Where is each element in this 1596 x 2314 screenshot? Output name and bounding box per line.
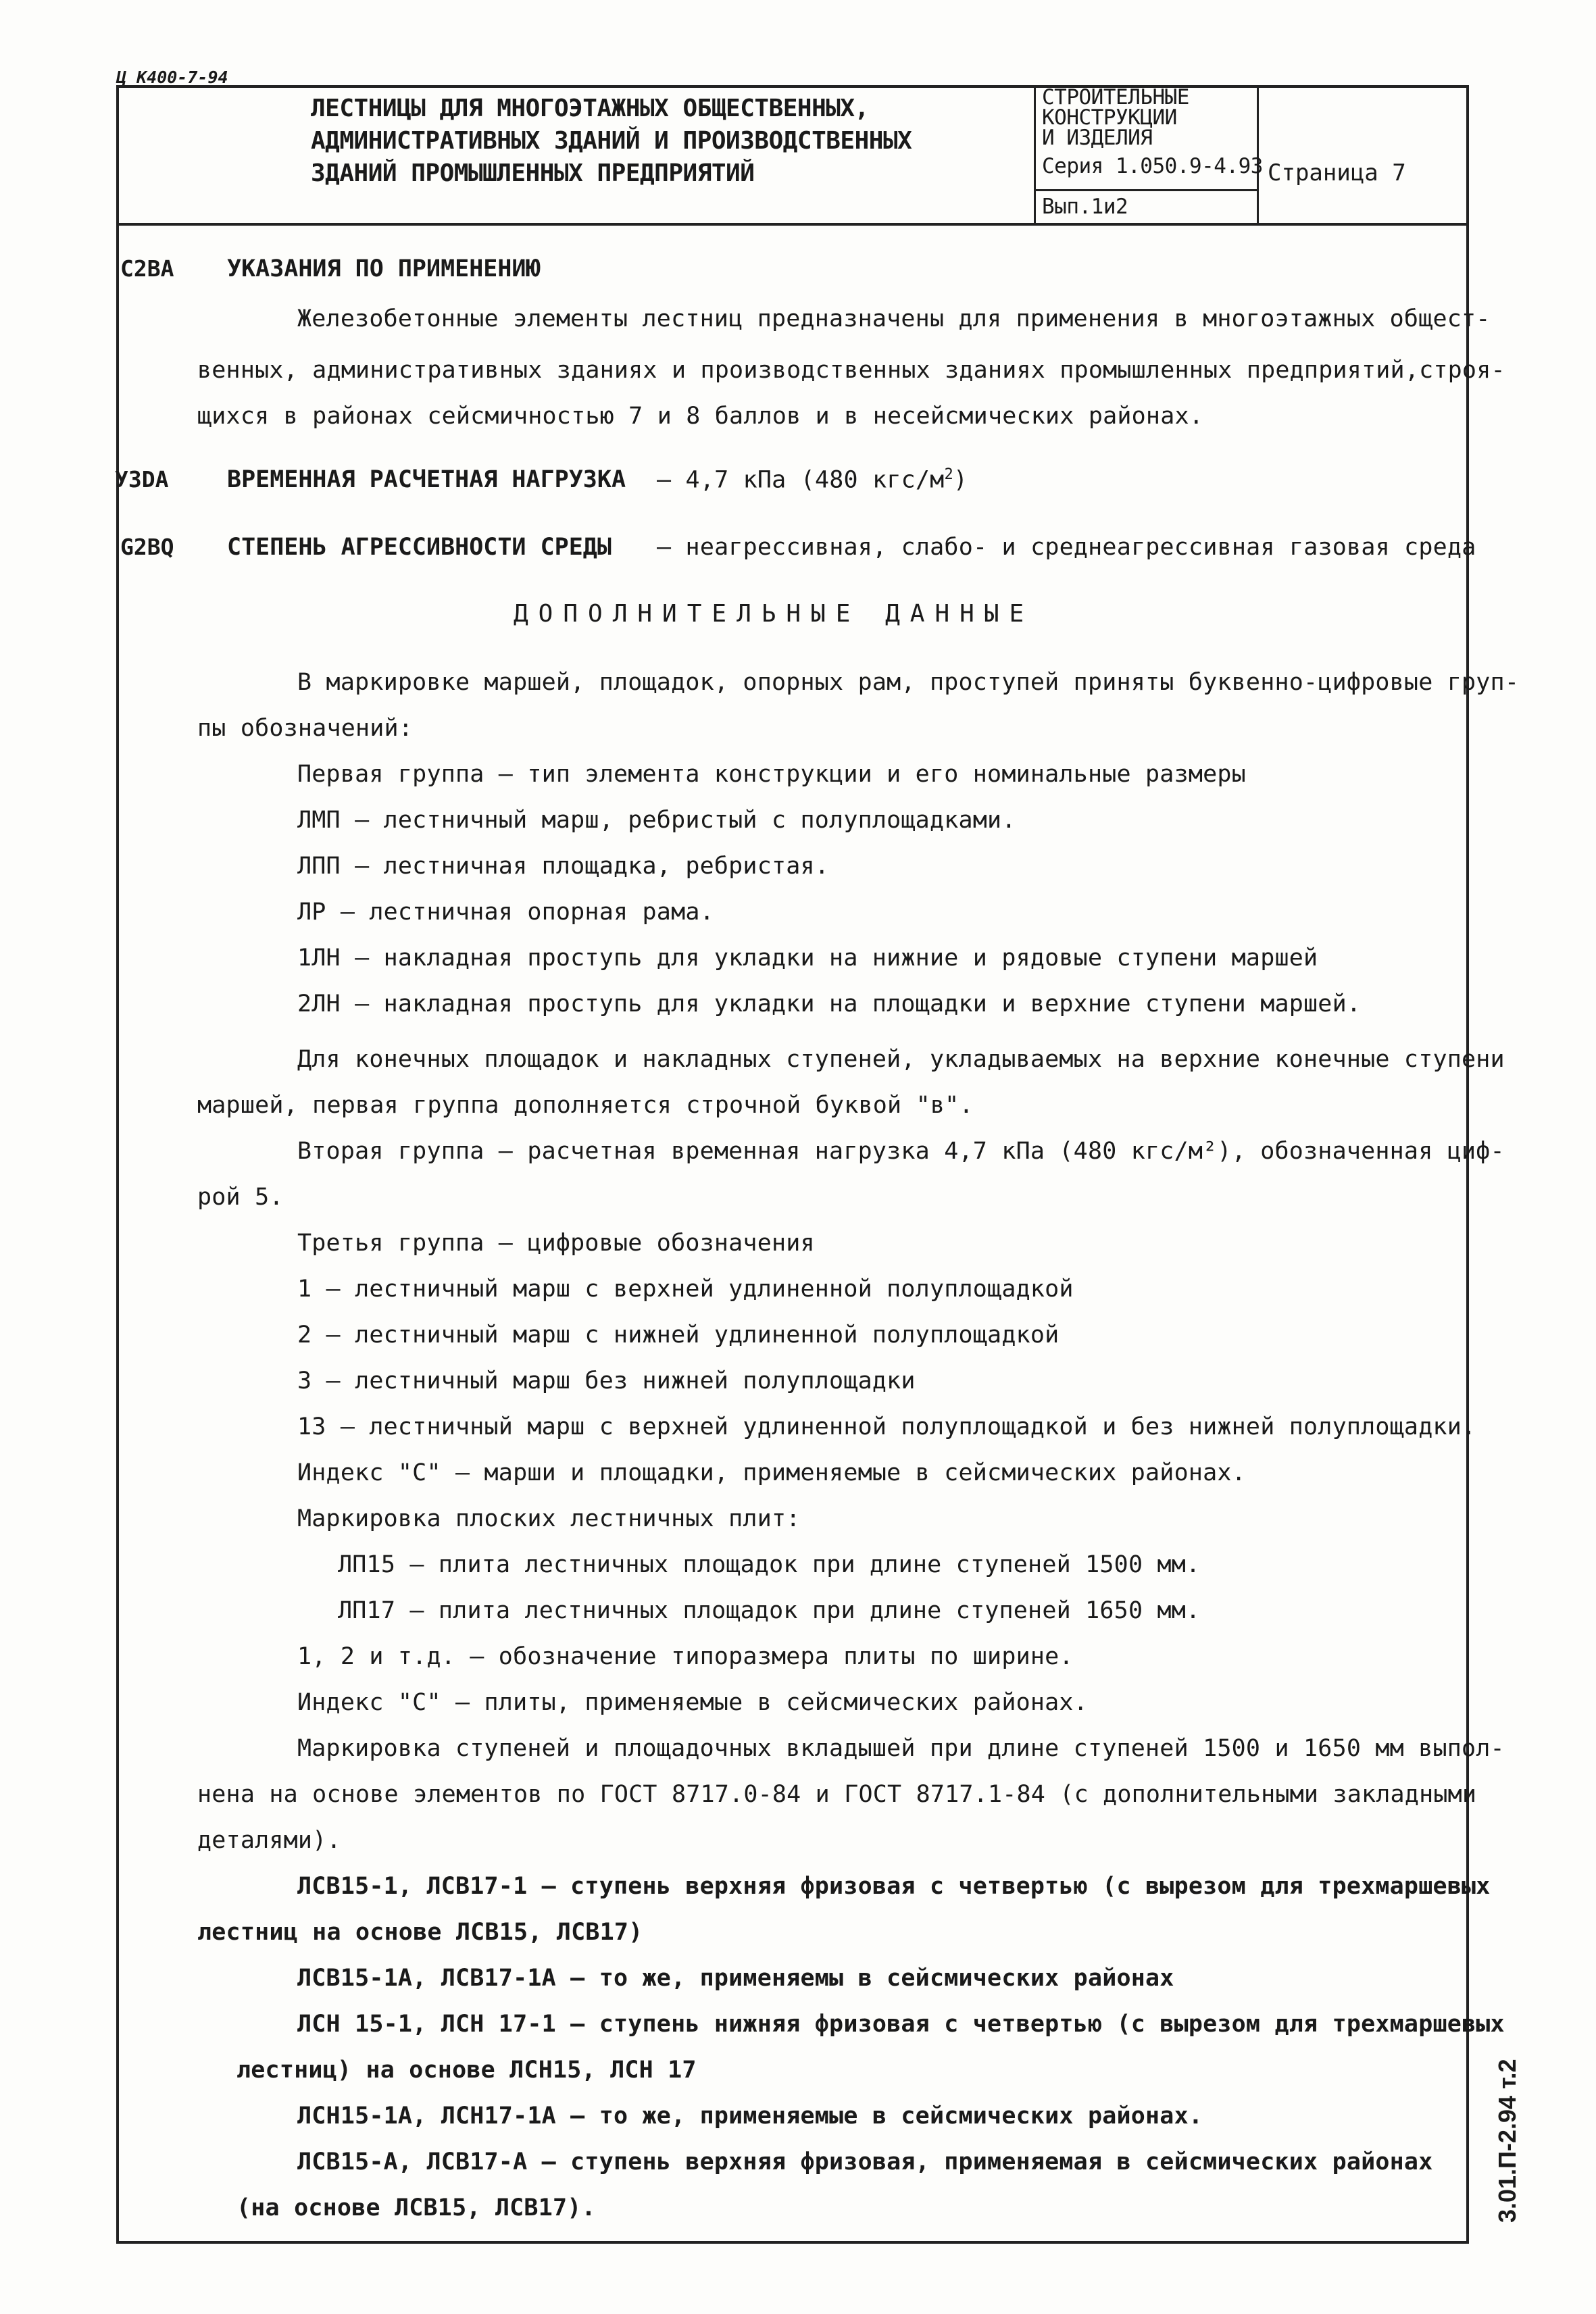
text-line: Маркировка ступеней и площадочных вкладышей при длине ступеней 1500 и 1650 мм выпол- (297, 1735, 1505, 1762)
section-heading-aggressiveness: СТЕПЕНЬ АГРЕССИВНОСТИ СРЕДЫ (227, 534, 612, 561)
text-line: лестниц на основе ЛСВ15, ЛСВ17) (197, 1919, 643, 1946)
header-bottom-rule (116, 223, 1469, 226)
text-line: деталями). (197, 1827, 341, 1854)
text-line: ЛСВ15-1А, ЛСВ17-1А – то же, применяемы в сейсмических районах (297, 1965, 1174, 1992)
text-line: Третья группа – цифровые обозначения (297, 1230, 815, 1257)
text-line: ЛСН15-1А, ЛСН17-1А – то же, применяемые в сейсмических районах. (297, 2103, 1203, 2130)
series-line-3: И ИЗДЕЛИЯ (1042, 126, 1153, 150)
text-line: Вторая группа – расчетная временная нагрузка 4,7 кПа (480 кгс/м²), обозначенная циф- (297, 1138, 1505, 1165)
text-line: пы обозначений: (197, 715, 414, 742)
text-line: ЛСН 15-1, ЛСН 17-1 – ступень нижняя фризовая с четвертью (с вырезом для трехмаршевых (297, 2011, 1505, 2038)
text-line: лестниц) на основе ЛСН15, ЛСН 17 (236, 2057, 697, 2084)
usage-line-2: венных, административных зданиях и производственных зданиях промышленных предприятий,строя- (197, 357, 1505, 384)
text-line: ЛСВ15-1, ЛСВ17-1 – ступень верхняя фризовая с четвертью (с вырезом для трехмаршевых (297, 1873, 1491, 1900)
series-line-1: СТРОИТЕЛЬНЫЕ (1042, 85, 1189, 109)
text-line: 1, 2 и т.д. – обозначение типоразмера плиты по ширине. (297, 1643, 1074, 1670)
text-line: ЛПП – лестничная площадка, ребристая. (297, 853, 830, 880)
text-line: 1 – лестничный марш с верхней удлиненной полуплощадкой (297, 1276, 1074, 1303)
text-line: Для конечных площадок и накладных ступеней, укладываемых на верхние конечные ступени (297, 1046, 1505, 1073)
text-line: ЛП17 – плита лестничных площадок при длине ступеней 1650 мм. (338, 1597, 1201, 1624)
text-line: нена на основе элементов по ГОСТ 8717.0-84 и ГОСТ 8717.1-84 (с дополнительными закладными (197, 1781, 1477, 1808)
text-line: ЛМП – лестничный марш, ребристый с полуплощадками. (297, 807, 1016, 834)
text-line: ЛР – лестничная опорная рама. (297, 899, 714, 926)
text-line: 2 – лестничный марш с нижней удлиненной полуплощадкой (297, 1322, 1059, 1349)
text-line: ЛСВ15-А, ЛСВ17-А – ступень верхняя фризовая, применяемая в сейсмических районах (297, 2148, 1433, 2175)
load-value: – 4,7 кПа (480 кгс/$м^2$) (657, 466, 968, 494)
issue-number: Вып.1и2 (1042, 195, 1128, 219)
header-series-rule (1034, 189, 1258, 191)
text-line: рой 5. (197, 1184, 284, 1211)
text-line: 3 – лестничный марш без нижней полуплощадки (297, 1367, 916, 1394)
text-line: 1ЛН – накладная проступь для укладки на нижние и рядовые ступени маршей (297, 945, 1318, 972)
aggressiveness-value: – неагрессивная, слабо- и среднеагрессивная газовая среда (657, 534, 1476, 561)
section-code-usage: C2BA (120, 255, 174, 282)
text-line: Первая группа – тип элемента конструкции и его номинальные размеры (297, 761, 1246, 788)
document-stamp: Ц К400-7-94 (116, 68, 228, 87)
additional-data-heading: ДОПОЛНИТЕЛЬНЫЕ ДАННЫЕ (514, 600, 1034, 628)
text-line: В маркировке маршей, площадок, опорных рам, проступей приняты буквенно-цифровые груп- (297, 669, 1520, 696)
doc-title-line-2: АДМИНИСТРАТИВНЫХ ЗДАНИЙ И ПРОИЗВОДСТВЕННЫХ (311, 127, 912, 155)
section-heading-usage: УКАЗАНИЯ ПО ПРИМЕНЕНИЮ (227, 255, 541, 282)
usage-line-3: щихся в районах сейсмичностью 7 и 8 баллов и в несейсмических районах. (197, 403, 1204, 430)
section-heading-load: ВРЕМЕННАЯ РАСЧЕТНАЯ НАГРУЗКА (227, 466, 626, 493)
series-line-2: КОНСТРУКЦИИ (1042, 105, 1177, 130)
series-number: Серия 1.050.9-4.93 (1042, 154, 1263, 178)
usage-line-1: Железобетонные элементы лестниц предназначены для применения в многоэтажных общест- (297, 305, 1491, 332)
doc-title-line-1: ЛЕСТНИЦЫ ДЛЯ МНОГОЭТАЖНЫХ ОБЩЕСТВЕННЫХ, (311, 95, 869, 122)
text-line: 13 – лестничный марш с верхней удлиненной полуплощадкой и без нижней полуплощадки. (297, 1413, 1476, 1440)
text-line: маршей, первая группа дополняется строчной буквой "в". (197, 1092, 974, 1119)
text-line: (на основе ЛСВ15, ЛСВ17). (236, 2194, 596, 2221)
header-divider-1 (1034, 85, 1036, 224)
text-line: Маркировка плоских лестничных плит: (297, 1505, 801, 1532)
text-line: 2ЛН – накладная проступь для укладки на площадки и верхние ступени маршей. (297, 990, 1362, 1017)
section-code-aggressiveness: G2BQ (120, 534, 174, 560)
text-line: Индекс "С" – плиты, применяемые в сейсмических районах. (297, 1689, 1088, 1716)
text-line: ЛП15 – плита лестничных площадок при длине ступеней 1500 мм. (338, 1551, 1201, 1578)
page-number: Страница 7 (1268, 159, 1406, 186)
text-line: Индекс "С" – марши и площадки, применяемые в сейсмических районах. (297, 1459, 1246, 1486)
doc-title-line-3: ЗДАНИЙ ПРОМЫШЛЕННЫХ ПРЕДПРИЯТИЙ (311, 159, 755, 187)
section-code-load: У3DA (115, 466, 169, 493)
side-document-number: 3.01.П-2.94 т.2 (1493, 2059, 1521, 2223)
